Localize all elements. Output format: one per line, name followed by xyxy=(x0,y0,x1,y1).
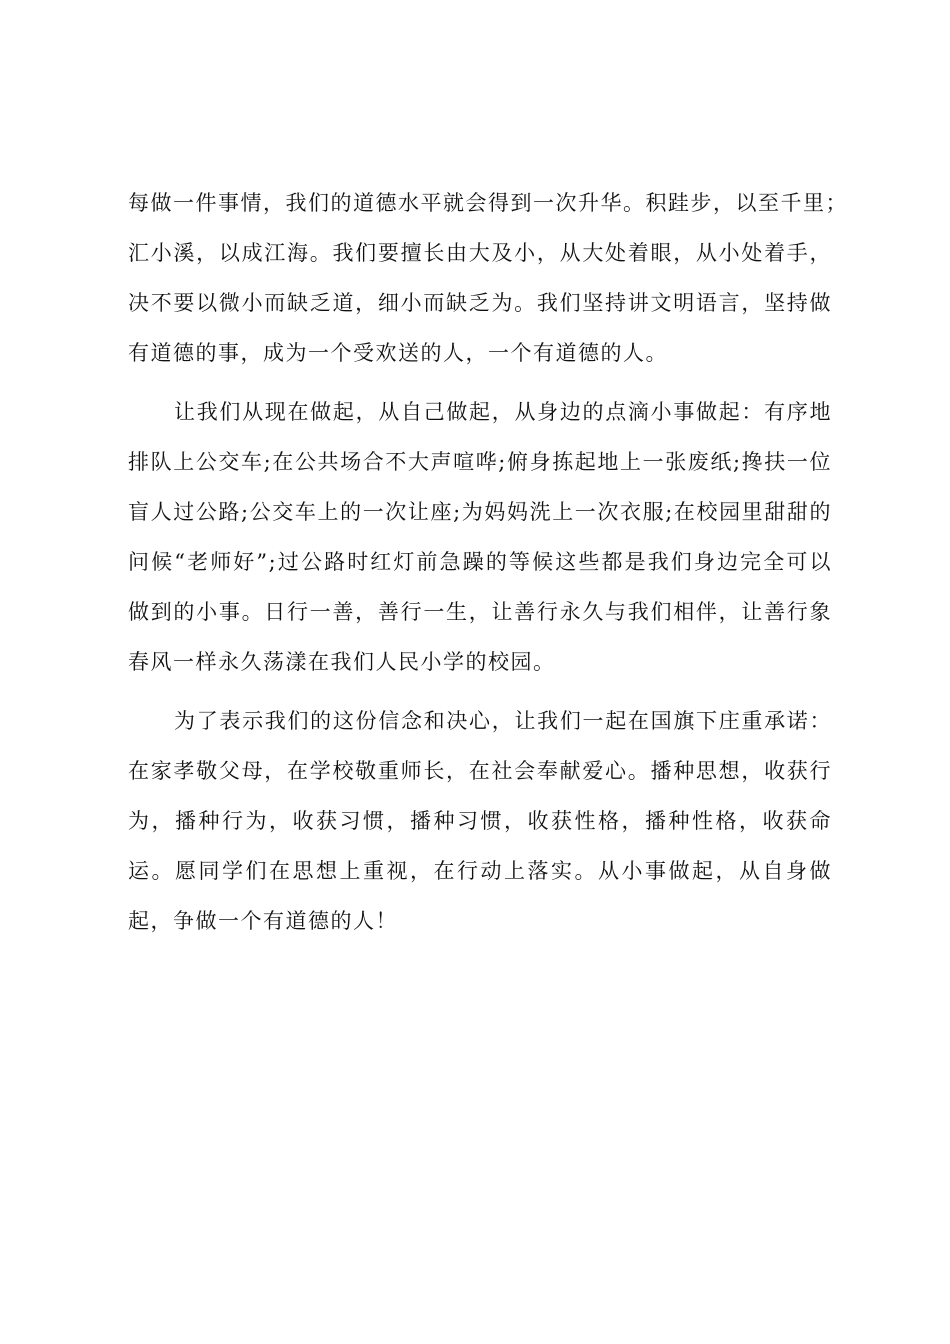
text-line: 每做一件事情，我们的道德水平就会得到一次升华。积跬步，以至千里； xyxy=(128,191,848,215)
text-line: 有道德的事，成为一个受欢送的人，一个有道德的人。 xyxy=(128,341,668,365)
document-body xyxy=(128,178,848,955)
text-line: 汇小溪，以成江海。我们要擅长由大及小，从大处着眼，从小处着手， xyxy=(128,241,832,265)
text-line: 问候“老师好”;过公路时红灯前急躁的等候这些都是我们身边完全可以 xyxy=(128,550,832,574)
text-line: 为，播种行为，收获习惯，播种习惯，收获性格，播种性格，收获命 xyxy=(128,809,832,833)
text-line: 让我们从现在做起，从自己做起，从身边的点滴小事做起：有序地 xyxy=(174,400,832,424)
paragraph-2 xyxy=(128,387,832,687)
text-line: 运。愿同学们在思想上重视，在行动上落实。从小事做起，从自身做 xyxy=(128,859,832,883)
text-line: 盲人过公路;公交车上的一次让座;为妈妈洗上一次衣服;在校园里甜甜的 xyxy=(128,500,832,524)
text-line: 做到的小事。日行一善，善行一生，让善行永久与我们相伴，让善行象 xyxy=(128,600,832,624)
text-line: 决不要以微小而缺乏道，细小而缺乏为。我们坚持讲文明语言，坚持做 xyxy=(128,291,832,315)
paragraph-1 xyxy=(128,178,848,378)
text-line: 春风一样永久荡漾在我们人民小学的校园。 xyxy=(128,650,556,674)
text-line: 起，争做一个有道德的人！ xyxy=(128,909,398,933)
paragraph-3 xyxy=(128,696,832,946)
text-line: 为了表示我们的这份信念和决心，让我们一起在国旗下庄重承诺： xyxy=(174,709,832,733)
text-line: 在家孝敬父母，在学校敬重师长，在社会奉献爱心。播种思想，收获行 xyxy=(128,759,832,783)
text-line: 排队上公交车;在公共场合不大声喧哗;俯身拣起地上一张废纸;搀扶一位 xyxy=(128,450,832,474)
